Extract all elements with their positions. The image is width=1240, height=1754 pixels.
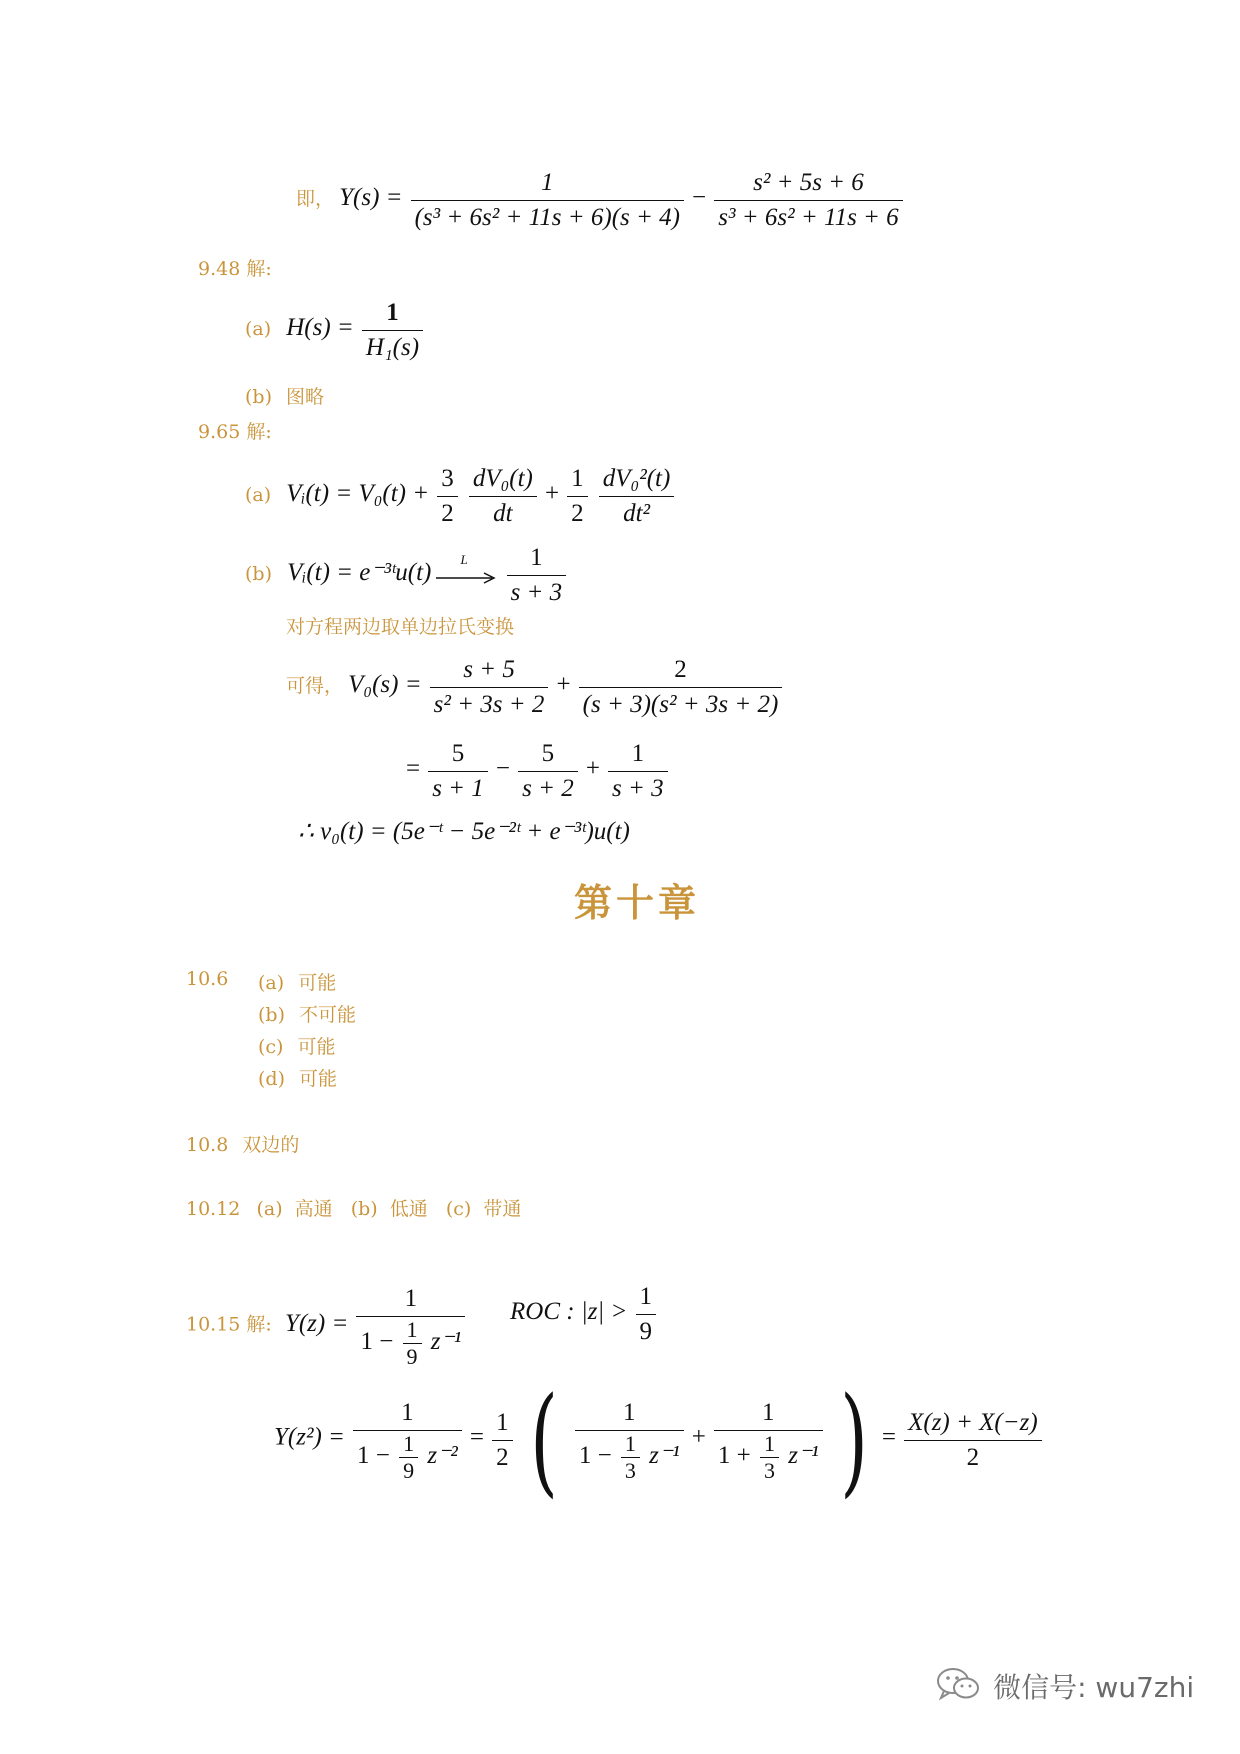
eq-9-65-a [245,462,677,531]
label-9-65-b: (b) [245,563,272,585]
text-10-6-a: 可能 [298,972,337,994]
ys-frac-2 [714,166,902,235]
in2-den-pre: 1 + [717,1442,751,1470]
heading-9-48: 9.48 解: [198,258,272,280]
eq-v0s [286,653,785,722]
in1-den-frac-num: 1 [621,1431,640,1458]
frac-1-s3-num: 1 [507,541,567,576]
v0s-frac-2 [579,653,783,722]
in-plus: + [691,1423,706,1451]
frac-dv0-dt-num: dV₀(t) [469,462,537,497]
yz2-frac-num: 1 [353,1396,462,1431]
yz-den-frac [403,1317,422,1370]
yz2-den-frac [399,1431,418,1484]
hs-frac-num: 1 [362,296,423,331]
frac-dv0-dt [469,462,537,531]
right-paren-icon: ) [839,1371,868,1509]
roc-frac-den: 9 [639,1318,653,1345]
in2-den-frac-num: 1 [760,1431,779,1458]
frac-d2v0-dt2-num: dV₀²(t) [599,462,675,497]
vi-eq-left: Vᵢ(t) = V₀(t) + [286,480,430,507]
label-10-12-a: (a) [256,1198,283,1220]
half-frac-num: 1 [492,1406,513,1441]
wechat-icon [936,1666,980,1706]
laplace-arrow-icon [436,551,498,586]
pf-frac-2-num: 5 [518,737,578,772]
yz2-eq2: = [881,1423,897,1451]
frac-1-2-num: 1 [567,462,588,497]
pf-frac-1 [428,737,488,806]
text-10-12-a: 高通 [294,1198,333,1220]
half-frac-den: 2 [496,1443,509,1471]
in1-frac-num: 1 [575,1396,684,1431]
eq-10-15-yz [186,1282,468,1370]
hs-frac [362,296,423,365]
pf-plus: + [585,755,600,782]
v0s-plus: + [556,671,571,698]
label-10-12-b: (b) [350,1198,378,1220]
pf-frac-2 [518,737,578,806]
in1-frac-den [575,1431,684,1484]
ys-frac-1-num: 1 [411,166,684,201]
text-10-6-d: 可能 [299,1068,338,1090]
eq-10-15-yz2 [274,1371,1045,1509]
chapter-title: 第十章 [574,880,701,925]
in2-frac-num: 1 [714,1396,823,1431]
in1-den-frac-den: 3 [624,1458,636,1483]
plus-a: + [544,480,560,507]
final-frac-den: 2 [966,1443,980,1471]
yz-frac [356,1282,465,1370]
pf-frac-3 [608,737,668,806]
in1-den-frac [621,1431,640,1484]
pf-frac-1-num: 5 [428,737,488,772]
v0s-frac-1-num: s + 5 [430,653,549,688]
frac-3-2-den: 2 [441,500,454,527]
in2-den-frac-den: 3 [764,1458,775,1483]
item-10-6-b [258,1000,356,1027]
heading-10-6: 10.6 [186,968,229,990]
item-10-6-a [258,968,336,995]
frac-3-2-num: 3 [437,462,458,497]
yz2-eq: = [469,1423,484,1451]
prefix-ji: 即， [296,188,335,210]
v0s-frac-1 [430,653,549,722]
final-frac-num: X(z) + X(−z) [904,1406,1042,1441]
yz-den-frac-num: 1 [403,1317,422,1344]
pf-frac-3-num: 1 [608,737,668,772]
in2-den-frac [760,1431,779,1484]
in1-den-post: z⁻¹ [649,1442,680,1470]
in1-frac [575,1396,684,1484]
label-10-6-d: (d) [258,1068,285,1090]
v0s-frac-2-den: (s + 3)(s² + 3s + 2) [582,691,779,718]
ys-frac-1-den: (s³ + 6s² + 11s + 6)(s + 4) [414,204,680,231]
half-frac [492,1406,513,1475]
label-9-48-b: (b) [245,386,272,408]
yz2-den-frac-den: 9 [403,1458,415,1483]
pf-minus: − [495,755,511,782]
label-9-65-a: (a) [245,484,272,506]
yz2-frac [353,1396,462,1484]
label-10-6-c: (c) [258,1036,284,1058]
yz-lhs: Y(z) = [284,1309,349,1337]
frac-1-2-den: 2 [571,500,584,527]
v0s-lhs: V₀(s) = [348,671,422,698]
in1-den-pre: 1 − [578,1442,612,1470]
frac-dv0-dt-den: dt [493,500,513,527]
heading-9-65: 9.65 解: [198,421,272,443]
laplace-arrow-label: L [460,551,468,567]
eq-ys [296,166,906,235]
label-10-12-c: (c) [445,1198,472,1220]
item-10-12 [186,1194,521,1221]
roc-text: ROC : |z| > [510,1298,628,1325]
pf-frac-2-den: s + 2 [522,775,574,802]
roc-frac-num: 1 [636,1280,657,1315]
label-10-6-b: (b) [258,1004,285,1026]
hs-frac-den: H₁(s) [365,334,420,361]
v0s-frac-1-den: s² + 3s + 2 [433,691,545,718]
in2-frac-den [714,1431,823,1484]
yz2-lhs: Y(z²) = [274,1423,345,1451]
text-10-6-b: 不可能 [299,1004,357,1026]
pf-frac-1-den: s + 1 [432,775,484,802]
frac-3-2 [437,462,458,531]
final-frac [904,1406,1042,1475]
text-10-8: 双边的 [242,1134,300,1156]
heading-10-8: 10.8 [186,1134,229,1156]
note-laplace: 对方程两边取单边拉氏变换 [286,616,515,638]
left-paren-icon: ( [529,1371,558,1509]
label-9-48-a: (a) [245,318,272,340]
text-10-12-c: 带通 [483,1198,522,1220]
pf-eq: = [406,755,421,782]
watermark-text: 微信号: wu7zhi [993,1671,1195,1704]
hs-lhs: H(s) = [286,314,354,341]
frac-d2v0-dt2-den: dt² [623,500,651,527]
frac-1-s3 [507,541,567,610]
yz2-den-pre: 1 − [357,1442,390,1470]
ys-frac-1 [411,166,684,235]
roc-frac [636,1280,657,1349]
eq-9-65-b [245,541,569,610]
label-10-6-a: (a) [258,972,285,994]
item-9-48-b [245,382,324,409]
eq-9-48-a [245,296,426,365]
heading-10-15: 10.15 解: [186,1313,272,1336]
text-10-12-b: 低通 [389,1198,428,1220]
yz-frac-den [356,1317,465,1370]
vi-exp: Vᵢ(t) = e⁻³ᵗu(t) [287,559,432,586]
pf-frac-3-den: s + 3 [612,775,664,802]
in2-frac [714,1396,823,1484]
yz2-den-frac-num: 1 [399,1431,418,1458]
in2-den-post: z⁻¹ [788,1442,819,1470]
text-10-6-c: 可能 [297,1036,336,1058]
ys-frac-2-den: s³ + 6s² + 11s + 6 [718,204,899,231]
yz-den-frac-den: 9 [406,1344,418,1369]
frac-1-2 [567,462,588,531]
eq-partial-fractions [406,737,671,806]
heading-10-12: 10.12 [186,1198,241,1220]
yz-den-pre: 1 − [360,1328,394,1356]
item-10-6-d [258,1064,337,1091]
frac-d2v0-dt2 [599,462,675,531]
item-10-6-c [258,1032,336,1059]
ys-frac-2-num: s² + 5s + 6 [714,166,902,201]
roc [510,1280,659,1349]
v0s-frac-2-num: 2 [579,653,783,688]
watermark [936,1666,1194,1706]
yz-den-post: z⁻¹ [430,1328,462,1356]
yz2-den-post: z⁻² [427,1442,458,1470]
yz-frac-num: 1 [356,1282,465,1317]
ys-lhs: Y(s) = [339,184,403,211]
result-v0t: ∴ v₀(t) = (5e⁻ᵗ − 5e⁻²ᵗ + e⁻³ᵗ)u(t) [298,818,630,845]
kede-label: 可得， [286,675,344,697]
text-9-48-b: 图略 [286,386,325,408]
item-10-8 [186,1130,299,1157]
frac-1-s3-den: s + 3 [510,579,563,606]
ys-minus: − [692,184,707,211]
yz2-frac-den [353,1431,462,1484]
